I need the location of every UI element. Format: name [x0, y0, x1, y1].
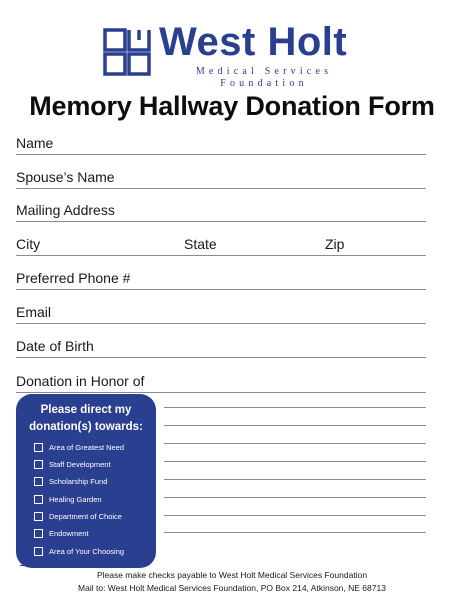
checkbox-icon[interactable] [34, 529, 43, 538]
mailing-address-field[interactable] [16, 201, 426, 222]
option-endowment[interactable] [34, 527, 89, 539]
option-label: Area of Your Choosing [49, 546, 125, 556]
honoree-line[interactable] [164, 443, 426, 444]
checkbox-icon[interactable] [34, 443, 43, 452]
spouse-name-field[interactable] [16, 168, 426, 189]
brand-name: West Holt [159, 20, 348, 64]
option-label: Area of Greatest Need [49, 442, 125, 452]
brand-subtitle-line2: Foundation [220, 78, 308, 89]
option-department-of-choice[interactable] [34, 510, 122, 522]
footer-payable-note: Please make checks payable to West Holt Medical Services Foundation [96, 570, 368, 580]
honoree-line[interactable] [164, 497, 426, 498]
date-of-birth-field[interactable] [16, 337, 426, 358]
spouse-name-label: Spouse’s Name [16, 169, 115, 185]
form-title: Memory Hallway Donation Form [29, 91, 435, 121]
option-staff-development[interactable] [34, 458, 111, 470]
option-label: Scholarship Fund [49, 476, 108, 486]
panel-heading [16, 402, 156, 436]
checkbox-icon[interactable] [34, 512, 43, 521]
option-greatest-need[interactable] [34, 441, 124, 453]
date-of-birth-label: Date of Birth [16, 338, 94, 354]
foundation-logo-icon [103, 28, 151, 76]
option-scholarship-fund[interactable] [34, 475, 107, 487]
honoree-line[interactable] [164, 461, 426, 462]
donation-in-honor-field[interactable] [16, 372, 426, 393]
name-field[interactable] [16, 134, 426, 155]
honoree-line[interactable] [164, 425, 426, 426]
option-healing-garden[interactable] [34, 493, 102, 505]
phone-field[interactable] [16, 269, 426, 290]
footer-mailing-address: Mail to: West Holt Medical Services Foundation, PO Box 214, Atkinson, NE 68713 [78, 583, 386, 593]
checkbox-icon[interactable] [34, 460, 43, 469]
panel-heading-line1: Please direct my [40, 404, 132, 416]
name-label: Name [16, 135, 54, 151]
panel-divider [20, 565, 132, 566]
option-label: Department of Choice [49, 511, 122, 521]
brand-subtitle [175, 66, 353, 90]
mailing-address-label: Mailing Address [16, 202, 115, 218]
honoree-line[interactable] [164, 479, 426, 480]
checkbox-icon[interactable] [34, 477, 43, 486]
city-state-zip-field[interactable] [16, 235, 426, 256]
city-label: City [16, 236, 41, 252]
panel-heading-line2: donation(s) towards: [29, 421, 143, 433]
zip-label: Zip [325, 236, 345, 252]
checkbox-icon[interactable] [34, 495, 43, 504]
donation-in-honor-label: Donation in Honor of [16, 373, 145, 389]
email-field[interactable] [16, 303, 426, 324]
brand-header [103, 20, 363, 92]
option-label: Staff Development [49, 459, 111, 469]
option-label: Healing Garden [49, 494, 102, 504]
checkbox-icon[interactable] [34, 547, 43, 556]
brand-subtitle-line1: Medical Services [195, 66, 333, 77]
phone-label: Preferred Phone # [16, 270, 131, 286]
state-label: State [184, 236, 217, 252]
honoree-line[interactable] [164, 532, 426, 533]
honoree-line[interactable] [164, 515, 426, 516]
donation-direction-panel [16, 394, 156, 568]
email-label: Email [16, 304, 52, 320]
option-area-of-your-choosing[interactable] [34, 545, 124, 557]
option-label: Endowment [49, 528, 89, 538]
honoree-line[interactable] [164, 407, 426, 408]
